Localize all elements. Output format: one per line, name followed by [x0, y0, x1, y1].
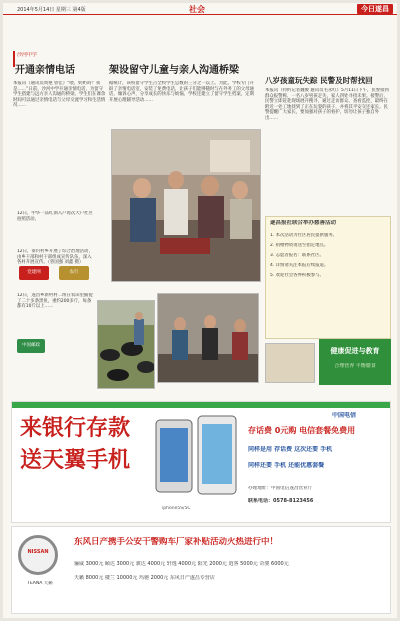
right-headline: 八岁孩童玩失踪 民警及时帮找回: [265, 76, 373, 85]
ad-offer-1: 同样是用 存话费 这次还要 手机: [248, 446, 333, 453]
left-article-body: 本报讯（通讯员周艳 曾佳）“喂，奶奶吗？我是……”日前，沙河中学开通亲情电话，为留守学生搭建与远方亲人沟通的桥梁。学生们在课余时间可以通过亲情电话与父母交流学习和生活情况……: [13, 81, 106, 108]
ad-address: 办理地址：中国电信遂昌营业厅: [248, 486, 313, 491]
health-subtitle: 合理营养 平衡膳食: [334, 363, 376, 369]
main-news-photo: [111, 129, 261, 282]
nissan-price-row-1: 骊威 3000元 颐达 3000元 骐达 4000元 轩逸 4000元 阳光 2000元 逍客 5000元 奇骏 6000元: [74, 561, 289, 567]
right-article-body: 本报讯（特约记者魏俊 通讯员毛永红）5月11日下午，民警接到群众报警称，一名八岁男孩走失，家人四处寻找未果。接警后，民警立即赶赴现场展开搜寻，通过走访群众、查看监控，最终在附近一处工地找到了正在玩耍的孩子，并将其平安交还家长。民警提醒广大家长，要加强对孩子的看护，切勿让孩子独自外出……: [265, 88, 389, 121]
secondary-news-photo: [157, 293, 259, 383]
newspaper-page: [3, 3, 397, 618]
ad-top-band: [12, 402, 391, 408]
page-header: [3, 3, 397, 15]
middle-headline: 架设留守儿童与亲人沟通桥梁: [109, 65, 239, 76]
notice-item-2: 2. 捐赠物资请送至指定地点。: [270, 243, 329, 248]
brief-item-3: 12日，遂昌乡新村村二组在农田里捕捉了二十多条黑鱼，重约200多斤，每条都有10斤以上……: [17, 293, 93, 309]
notice-title: 遂昌报社联合举办慈善活动: [270, 220, 337, 226]
phone-model-caption: iphone5S/5C: [162, 506, 191, 511]
telecom-brand: 中国电信: [332, 412, 357, 419]
ad-offer-2: 同样还要 手机 还能优惠套餐: [248, 462, 325, 469]
notice-item-4: 4. 详情请关注本报后续报道。: [270, 263, 329, 268]
gold-logo-ad: 农行: [59, 266, 89, 280]
ad-title-line1: 来银行存款: [20, 416, 131, 441]
notice-item-1: 1. 本次活动为社区居民提供服务。: [270, 233, 338, 238]
green-logo-ad: 中国邮政: [17, 339, 45, 353]
livestock-photo: [97, 300, 155, 389]
ad-promo-headline: 存话费 0元购 电信套餐免费用: [248, 426, 356, 435]
nissan-price-row-2: 天籁 8000元 楼兰 10000元 玛驰 2000元 东风日产遂昌专营店: [74, 575, 215, 581]
brief-item-1: 12日，中华一品红酒入户再次大户社区拍照活动。: [17, 211, 93, 222]
notice-item-3: 3. 志愿者报名：联系社区。: [270, 253, 324, 258]
pink-logo-ad: 党建网: [19, 266, 49, 280]
ad-hotline: 联系电话：0578-8123456: [248, 498, 314, 504]
phones-graphic: [152, 412, 242, 502]
left-headline: 开通亲情电话: [15, 65, 75, 76]
section-title: 社会: [189, 5, 205, 14]
issue-date: 2014年5月14日 星期三 第4版: [17, 7, 86, 13]
health-title: 健康促进与教育: [330, 347, 380, 355]
left-kicker: 沙河中学: [17, 52, 38, 58]
middle-article-body: 据统计，该校留守学生占全校学生总数的三分之一以上。为此，学校专门开辟了亲情电话室，安装了免费电话，让孩子们能够随时与在外务工的父母通话，倾诉心声，分享成长的快乐与烦恼。学校还建立了留守学生档案，定期开展心理辅导活动……: [109, 81, 254, 103]
brief-item-2: 12日，垂钓村乡开展了综合治理活动，由乡干部和村干部组成宣传队伍，深入各村开展宣传。（曾国强 刘鑫 摄）: [17, 249, 93, 265]
bank-phone-ad: [11, 401, 391, 523]
paper-logo: 今日遂昌: [357, 4, 393, 14]
nissan-title: 东风日产携手公安干警购车厂家补贴活动火热进行中！: [74, 537, 279, 547]
nissan-ad: [11, 526, 391, 614]
notice-box: [265, 216, 391, 339]
health-promo-box: [319, 339, 391, 385]
nissan-model: TEANA 天籁: [27, 581, 53, 586]
health-illustration: [265, 343, 315, 383]
ad-title-line2: 送天翼手机: [20, 448, 131, 473]
nissan-logo-text: NISSAN: [27, 549, 49, 555]
notice-item-5: 5. 欢迎社会各界积极参与。: [270, 273, 324, 278]
